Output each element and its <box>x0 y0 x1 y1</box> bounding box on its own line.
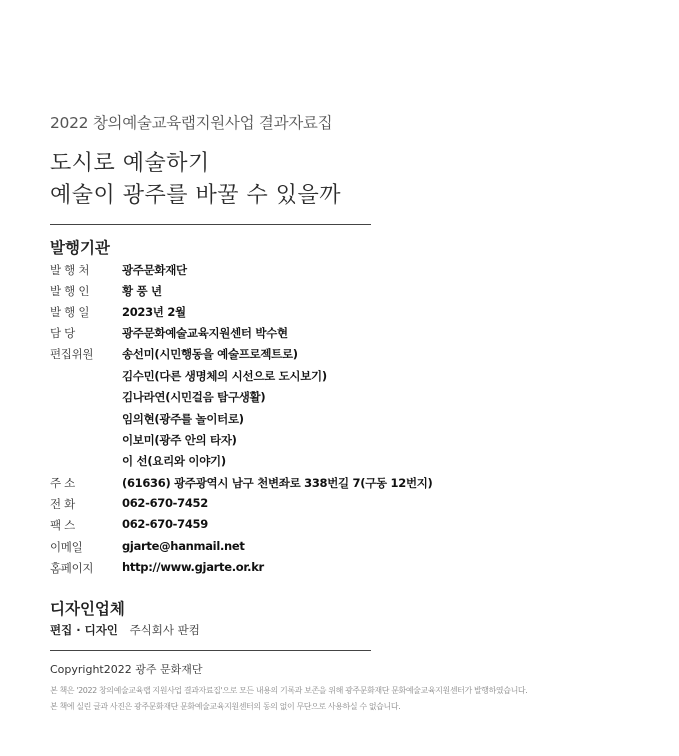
info-value: (61636) 광주광역시 남구 천변좌로 338번길 7(구동 12번지) <box>122 476 433 490</box>
design-heading: 디자인업체 <box>50 600 125 618</box>
info-label: 담 당 <box>50 326 75 340</box>
info-value: 임의현(광주를 놀이터로) <box>122 412 244 426</box>
divider-top <box>50 224 371 225</box>
info-label: 발 행 인 <box>50 284 90 298</box>
info-label: 전 화 <box>50 497 75 511</box>
publisher-heading: 발행기관 <box>50 239 110 257</box>
title-line-1: 도시로 예술하기 <box>50 151 210 176</box>
info-value: 송선미(시민행동을 예술프로젝트로) <box>122 347 298 361</box>
info-value: gjarte@hanmail.net <box>122 539 245 553</box>
design-value: 주식회사 판컴 <box>129 623 200 637</box>
info-label: 이메일 <box>50 540 83 554</box>
info-value: 2023년 2월 <box>122 305 186 319</box>
copyright: Copyright2022 광주 문화재단 <box>50 663 203 676</box>
title-line-2: 예술이 광주를 바꿀 수 있을까 <box>50 183 341 208</box>
info-value: 062-670-7459 <box>122 517 208 531</box>
info-label: 편집위원 <box>50 347 94 361</box>
info-label: 주 소 <box>50 476 75 490</box>
footer-note-2: 본 책에 실린 글과 사진은 광주문화재단 문화예술교육지원센터의 동의 없이 무단으로 사용하실 수 없습니다. <box>50 702 401 711</box>
info-label: 발 행 처 <box>50 263 90 277</box>
info-value: 062-670-7452 <box>122 496 208 510</box>
info-value: 광주문화재단 <box>122 263 187 277</box>
info-value: 황 풍 년 <box>122 284 162 298</box>
info-value: http://www.gjarte.or.kr <box>122 560 264 574</box>
supertitle: 2022 창의예술교육랩지원사업 결과자료집 <box>50 114 333 132</box>
info-value: 이보미(광주 안의 타자) <box>122 433 237 447</box>
divider-bottom <box>50 650 371 651</box>
info-label: 홈페이지 <box>50 561 94 575</box>
info-value: 김수민(다른 생명체의 시선으로 도시보기) <box>122 369 327 383</box>
info-value: 김나라연(시민걸음 탐구생활) <box>122 390 266 404</box>
design-row <box>50 622 200 638</box>
footer-note-1: 본 책은 '2022 창의예술교육랩 지원사업 결과자료집'으로 모든 내용의 기록과 보존을 위해 광주문화재단 문화예술교육지원센터가 발행하였습니다. <box>50 686 528 695</box>
info-value: 이 선(요리와 이야기) <box>122 454 226 468</box>
info-value: 광주문화예술교육지원센터 박수현 <box>122 326 288 340</box>
info-label: 발 행 일 <box>50 305 90 319</box>
design-label: 편집 · 디자인 <box>50 623 118 637</box>
info-label: 팩 스 <box>50 518 75 532</box>
